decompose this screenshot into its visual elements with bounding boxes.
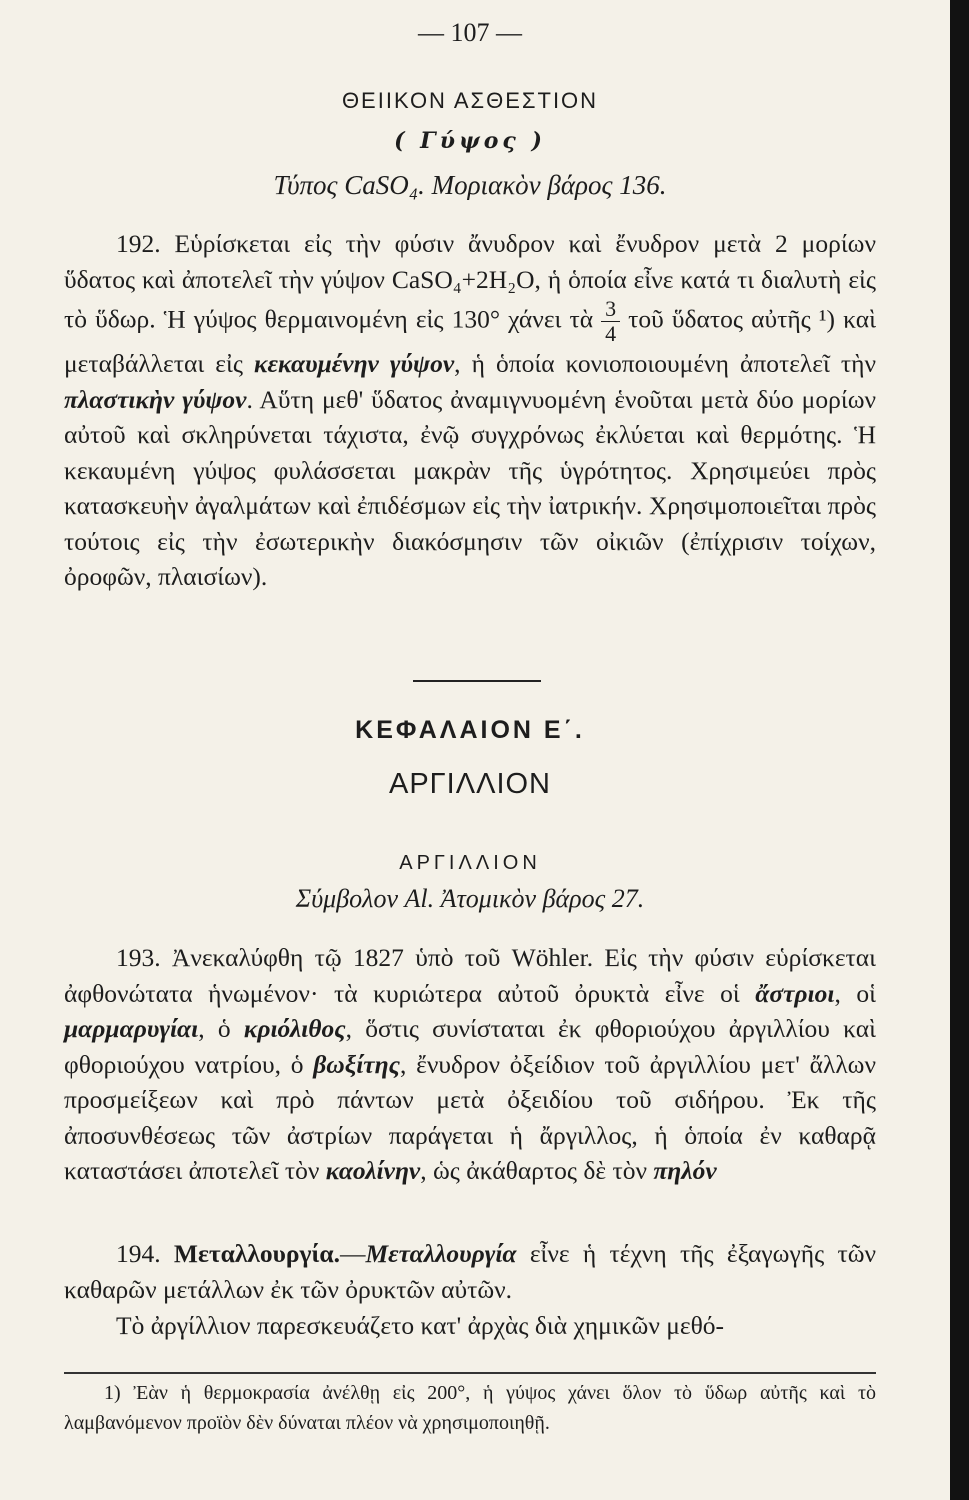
formula-line-al: Σύμβολον Al. Ἀτομικὸν βάρος 27.	[295, 884, 645, 913]
p193-s6: , ὡς ἀκάθαρτος δὲ τὸν	[420, 1156, 648, 1185]
p192-mid1: τοῦ ὕδατος αὐτῆς ¹) καὶ μεταβάλλεται εἰς	[64, 304, 876, 378]
term-plaster-gypsum: πλαστικὴν γύψον	[64, 384, 247, 414]
section-title-calcium-sulfate: ΘΕΙΙΚΟΝ ΑΣΘΕΣΤΙΟΝ	[341, 88, 599, 113]
page-edge-shadow	[950, 0, 969, 1500]
paragraph-194	[64, 1236, 876, 1307]
p193-s1: 193. Ἀνεκαλύφθη τῷ 1827 ὑπὸ τοῦ Wöhler. Εἰς τὴν φύσιν εὑρίσκεται ἀφθονώτατα ἡνωμένον· τὰ κυριώτερα αὐτοῦ ὀρυκτὰ εἶνε οἱ	[64, 943, 876, 1008]
term-feldspars: ἄστριοι	[755, 978, 835, 1008]
term-micas: μαρμαρυγίαι	[64, 1014, 199, 1043]
formula-line-caso4: Τύπος CaSO₄. Μοριακὸν βάρος 136.	[273, 170, 667, 200]
fraction-three-quarters	[601, 297, 620, 346]
p194-number: 194.	[116, 1239, 161, 1268]
section-title-aluminium: ΑΡΓΙΛΛΙΟΝ	[399, 852, 541, 874]
paragraph-continuation	[64, 1308, 876, 1344]
p192-tail: . Αὕτη μεθ' ὕδατος ἀναμιγνυομένη ἑνοῦται μετὰ δύο μορίων αὐτοῦ καὶ σκληρύνεται τάχιστα, ἐνῷ συγχρόνως ἐκλύεται καὶ θερμότης. Ἡ κεκαυμένη γύψος φυλάσσεται μακρὰν τῆς ὑγρότητος. Χρησιμεύει πρὸς κατασκευὴν ἀγαλμάτων καὶ ἐπιδέσμων εἰς τὴν ἰατρικήν. Χρησιμοποιεῖται πρὸς τούτοις εἰς τὴν ἐσωτερικὴν διακόσμησιν τῶν οἰκιῶν (ἐπίχρισιν τοίχων, ὀροφῶν, πλαισίων).	[64, 384, 877, 591]
p194-heading: Μεταλλουργία.	[173, 1239, 340, 1268]
section-subtitle-gypsum: ( Γύψος )	[394, 128, 546, 154]
term-bauxite: βωξίτης	[313, 1049, 400, 1079]
p193-s5: , ἔνυδρον ὀξείδιον τοῦ ἀργιλλίου μετ' ἄλλων προσμείξεων καὶ πρὸ πάντων μετὰ ὀξειδίου τοῦ σιδήρου. Ἐκ τῆς ἀποσυνθέσεως τῶν ἀστρίων παράγεται ἡ ἄργιλλος, ἡ ὁποία ἐν καθαρᾷ καταστάσει ἀποτελεῖ τὸν	[64, 1049, 876, 1185]
paragraph-192	[64, 226, 876, 595]
p193-s2: , οἱ	[834, 978, 876, 1008]
p193-s3: , ὁ	[198, 1014, 231, 1043]
fraction-denominator: 4	[605, 321, 617, 346]
chapter-label: ΚΕΦΑΛΑΙΟΝ Ε΄.	[355, 716, 585, 744]
term-clay: πηλόν	[653, 1156, 717, 1185]
footnote-mark: 1)	[104, 1382, 121, 1404]
term-cryolite: κριόλιθος	[243, 1014, 346, 1043]
fraction-numerator: 3	[601, 297, 620, 322]
p192-mid2: , ἡ ὁποία κονιοποιουμένη ἀποτελεῖ τὴν	[454, 349, 876, 378]
p194-dash: —	[340, 1239, 366, 1268]
term-metallurgy: Μεταλλουργία	[365, 1239, 517, 1268]
footnote	[64, 1378, 876, 1438]
page-number: — 107 —	[418, 18, 522, 47]
term-kaolin: καολίνην	[325, 1156, 421, 1185]
p193-s4: , ὅστις συνίσταται ἐκ φθοριούχου ἀργιλλίου καὶ φθοριούχου νατρίου, ὁ	[64, 1014, 876, 1079]
section-divider	[413, 680, 541, 682]
p192-lead: 192. Εὑρίσκεται εἰς τὴν φύσιν ἄνυδρον καὶ ἔνυδρον μετὰ 2 μορίων ὕδατος καὶ ἀποτελεῖ τὴν γύψον CaSO₄+2H₂O, ἡ ὁποία εἶνε κατά τι διαλυτὴ εἰς τὸ ὕδωρ. Ἡ γύψος θερμαινομένη εἰς 130° χάνει τὰ	[64, 229, 876, 334]
footnote-divider	[64, 1372, 876, 1374]
p194-text: εἶνε ἡ τέχνη τῆς ἐξαγωγῆς τῶν καθαρῶν μετάλλων ἐκ τῶν ὀρυκτῶν αὐτῶν.	[64, 1239, 877, 1304]
p195-text: Τὸ ἀργίλλιον παρεσκευάζετο κατ' ἀρχὰς διὰ χημικῶν μεθό-	[116, 1311, 725, 1340]
footnote-text: Ἐὰν ἡ θερμοκρασία ἀνέλθῃ εἰς 200°, ἡ γύψος χάνει ὅλον τὸ ὕδωρ αὐτῆς καὶ τὸ λαμβανόμενον προϊὸν δὲν δύναται πλέον νὰ χρησιμοποιηθῇ.	[64, 1382, 877, 1434]
chapter-title: ΑΡΓΙΛΛΙΟΝ	[388, 768, 551, 800]
paragraph-193	[64, 940, 876, 1189]
term-burnt-gypsum: κεκαυμένην γύψον	[254, 349, 455, 378]
